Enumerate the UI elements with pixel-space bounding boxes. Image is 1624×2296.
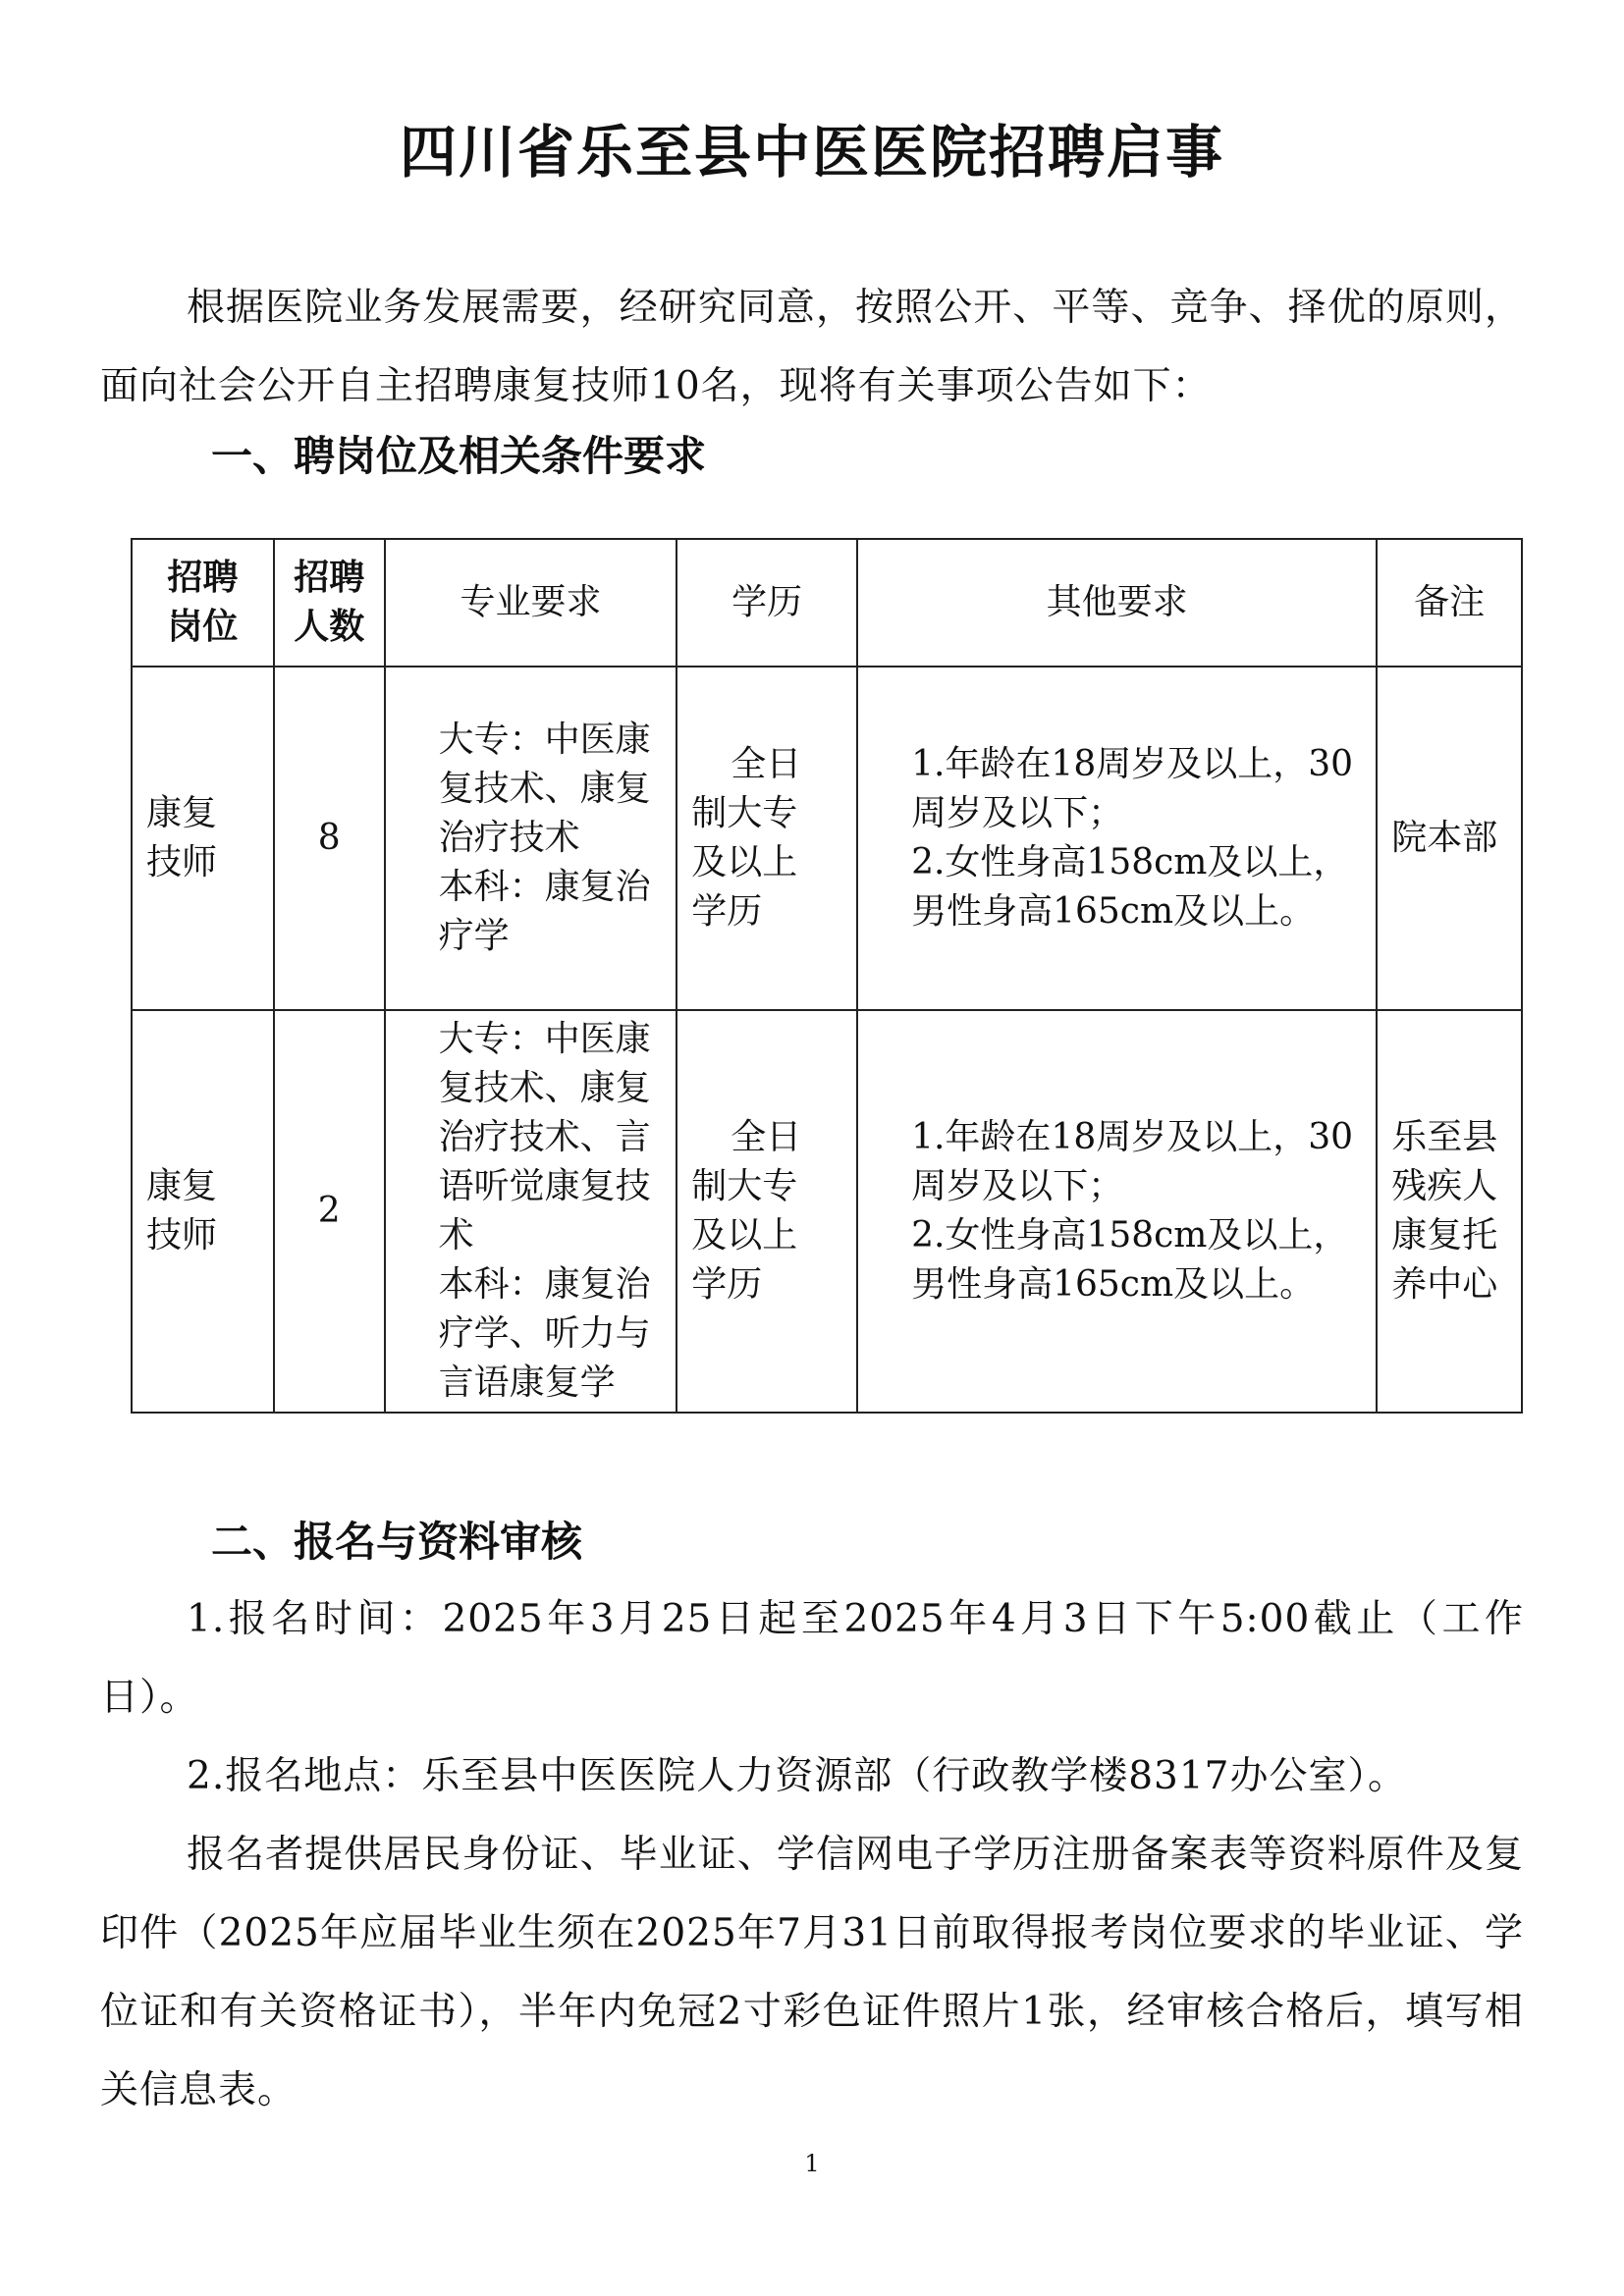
page-title: 四川省乐至县中医医院招聘启事 [399,119,1224,186]
section-heading-2: 二、报名与资料审核 [211,1518,583,1566]
page-number: 1 [804,2150,820,2177]
section-heading-1: 一、聘岗位及相关条件要求 [211,432,707,480]
cell-note: 院本部 [1377,667,1522,1010]
cell-note: 乐至县 残疾人 康复托 养中心 [1377,1010,1522,1413]
cell-count: 2 [274,1010,385,1413]
cell-position: 康复 技师 [132,1010,274,1413]
registration-time: 1.报名时间：2025年3月25日起至2025年4月3日下午5:00截止（工作日）。 [100,1597,1524,1720]
header-education: 学历 [677,539,857,667]
cell-education: 全日 制大专 及以上 学历 [677,1010,857,1413]
header-count: 招聘 人数 [274,539,385,667]
table-header-row [132,539,1522,667]
intro-paragraph: 根据医院业务发展需要，经研究同意，按照公开、平等、竞争、择优的原则，面向社会公开自主招聘康复技师10名，现将有关事项公告如下： [100,286,1524,408]
cell-other: 1.年龄在18周岁及以上，30周岁及以下； 2.女性身高158cm及以上，男性身高165cm及以上。 [857,667,1377,1010]
cell-position: 康复 技师 [132,667,274,1010]
table-row [132,1010,1522,1413]
cell-count: 8 [274,667,385,1010]
cell-major: 大专：中医康复技术、康复治疗技术、言语听觉康复技术 本科：康复治疗学、听力与言语康复学 [385,1010,677,1413]
cell-major: 大专：中医康复技术、康复治疗技术 本科：康复治疗学 [385,667,677,1010]
header-other: 其他要求 [857,539,1377,667]
header-note: 备注 [1377,539,1522,667]
registration-location: 2.报名地点：乐至县中医医院人力资源部（行政教学楼8317办公室）。 [187,1754,1407,1798]
cell-education: 全日 制大专 及以上 学历 [677,667,857,1010]
header-position: 招聘 岗位 [132,539,274,667]
recruitment-table [131,538,1523,1414]
cell-other: 1.年龄在18周岁及以上，30周岁及以下； 2.女性身高158cm及以上，男性身高165cm及以上。 [857,1010,1377,1413]
header-major: 专业要求 [385,539,677,667]
table-row [132,667,1522,1010]
required-materials: 报名者提供居民身份证、毕业证、学信网电子学历注册备案表等资料原件及复印件（2025年应届毕业生须在2025年7月31日前取得报考岗位要求的毕业证、学位证和有关资格证书），半年内免冠2寸彩色证件照片1张，经审核合格后，填写相关信息表。 [100,1833,1524,2112]
